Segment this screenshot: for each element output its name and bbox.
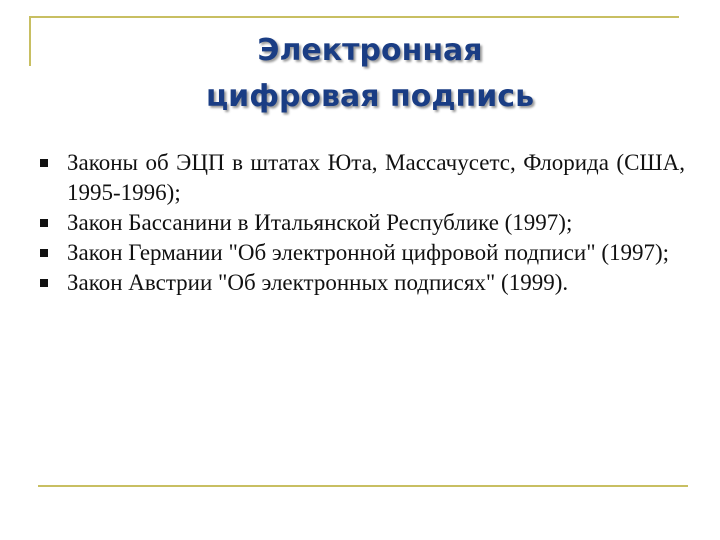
bullet-item (40, 148, 685, 208)
square-bullet-icon (40, 249, 48, 257)
frame-bottom-line (38, 485, 688, 487)
title-line-2: цифровая подпись (205, 79, 535, 114)
bullet-item (40, 268, 685, 298)
bullet-item (40, 208, 685, 238)
bullet-item (40, 238, 685, 268)
bullet-text: Закон Германии "Об электронной цифровой подписи" (1997); (67, 240, 670, 265)
frame-left-line (29, 16, 31, 66)
bullet-text: Закон Австрии "Об электронных подписях" (1999). (67, 270, 569, 295)
square-bullet-icon (40, 159, 48, 167)
square-bullet-icon (40, 219, 48, 227)
slide-title (120, 28, 620, 120)
bullet-text: Закон Бассанини в Итальянской Республике (1997); (67, 210, 573, 235)
bullet-text: Законы об ЭЦП в штатах Юта, Массачусетс, Флорида (США, 1995-1996); (67, 150, 685, 205)
frame-top-line (29, 16, 679, 18)
square-bullet-icon (40, 279, 48, 287)
bullet-list (40, 148, 685, 298)
title-line-1: Электронная (257, 33, 483, 68)
